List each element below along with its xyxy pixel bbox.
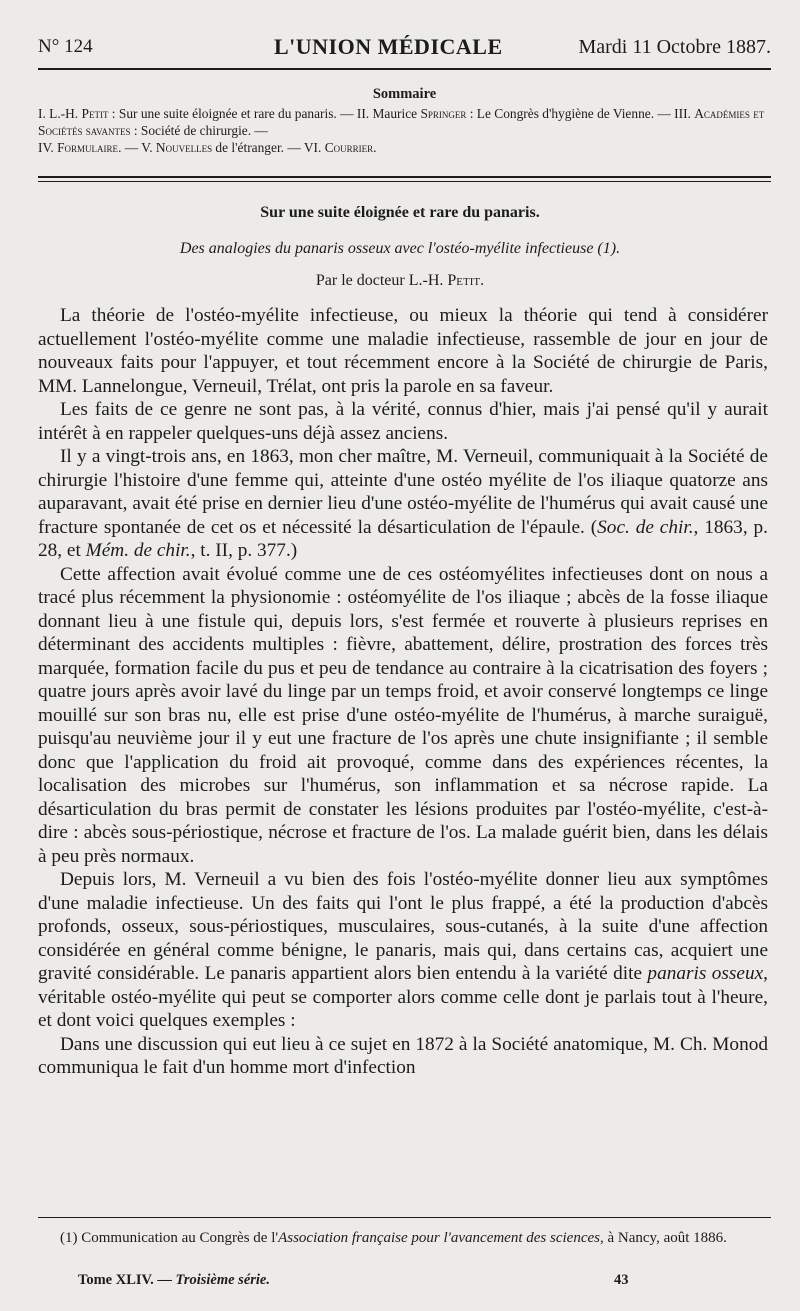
- toc-item: V. Nouvelles de l'étranger. —: [141, 140, 304, 155]
- toc-rule-thin: [38, 181, 771, 182]
- paragraph: Il y a vingt-trois ans, en 1863, mon cher maître, M. Verneuil, communiquait à la Société de chirurgie l'histoire d'une femme qui, atteinte d'une ostéo myélite de l'os iliaque quatorze ans auparavant, avait été prise en dernier lieu d'une ostéo-myélite de l'humérus qui avait causé une fracture spontanée de cet os et nécessité la désarticulation de l'épaule. (Soc. de chir., 1863, p. 28, et Mém. de chir., t. II, p. 377.): [38, 446, 768, 561]
- article-byline: Par le docteur L.-H. Petit.: [315, 272, 485, 289]
- toc-title: Sommaire: [372, 86, 437, 102]
- footnote: (1) Communication au Congrès de l'Association française pour l'avancement des sciences, à Nancy, août 1886.: [60, 1230, 727, 1246]
- paragraph: Les faits de ce genre ne sont pas, à la vérité, connus d'hier, mais j'ai pensé qu'il y aurait intérêt à en rappeler quelques-uns déjà assez anciens.: [38, 399, 768, 444]
- table-of-contents: [38, 86, 771, 156]
- issue-number: N° 124: [38, 36, 93, 57]
- toc-item: VI. Courrier.: [303, 140, 377, 155]
- volume-label: Tome XLIV. —: [78, 1272, 176, 1288]
- toc-item: II. Maurice Springer : Le Congrès d'hygiène de Vienne. —: [356, 106, 675, 121]
- toc-item: I. L.-H. Petit : Sur une suite éloignée et rare du panaris. —: [38, 106, 357, 121]
- toc-item: III. Académies et Sociétés savantes : Société de chirurgie. —: [38, 106, 765, 138]
- paragraph: La théorie de l'ostéo-myélite infectieuse, ou mieux la théorie qui tend à considérer actuellement l'ostéo-myélite comme une maladie infectieuse, rassemble de jour en jour de nouveaux faits pour l'appuyer, et tout récemment encore à la Société de chirurgie de Paris, MM. Lannelongue, Verneuil, Trélat, ont pris la parole en sa faveur.: [38, 305, 768, 397]
- author-name: Petit: [447, 272, 481, 289]
- page-footer: [78, 1272, 658, 1289]
- toc-rule-thick: [38, 176, 771, 178]
- header-rule: [38, 68, 771, 70]
- toc-item: IV. Formulaire. —: [38, 140, 142, 155]
- issue-date: Mardi 11 Octobre 1887.: [578, 36, 771, 58]
- page-header: [38, 36, 771, 64]
- article-subtitle: Des analogies du panaris osseux avec l'ostéo-myélite infectieuse (1).: [179, 240, 621, 257]
- paragraph: Dans une discussion qui eut lieu à ce sujet en 1872 à la Société anatomique, M. Ch. Monod communiqua le fait d'un homme mort d'infection: [38, 1033, 768, 1078]
- series-label: Troisième série.: [175, 1272, 270, 1288]
- article-title: Sur une suite éloignée et rare du panaris.: [260, 204, 540, 221]
- paragraph: Cette affection avait évolué comme une de ces ostéomyélites infectieuses dont on nous a tracé plus récemment la physionomie : ostéomyélite de l'os iliaque ; abcès de la fosse iliaque donnant lieu à une fistule qui, depuis lors, s'est fermée et rouverte à plusieurs reprises en déterminant des accidents multiples : fièvre, abattement, délire, prostration des forces très marquée, formation facile du pus et peu de tendance au contraire à la cicatrisation des foyers ; quatre jours après avoir lavé du linge par un temps froid, et avoir conservé longtemps ce linge mouillé sur son bras nu, elle est prise d'une ostéo-myélite de l'humérus, à marche suraiguë, puisqu'au neuvième jour il y eut une fracture de l'os après une chute insignifiante ; il semble donc que l'application du froid ait provoqué, comme dans des expériences récentes, la localisation des microbes sur l'humérus, son inflammation et sa nécrose rapide. La désarticulation du bras permit de constater les lésions produites par l'ostéo-myélite, c'est-à-dire : abcès sous-périostique, nécrose et fracture de l'os. La malade guérit bien, dans les délais à peu près normaux.: [38, 563, 768, 867]
- footnote-rule: [38, 1217, 771, 1218]
- article-body: [38, 304, 768, 1080]
- toc-entries: [38, 105, 771, 156]
- journal-title: L'UNION MÉDICALE: [274, 34, 503, 59]
- paragraph: Depuis lors, M. Verneuil a vu bien des fois l'ostéo-myélite donner lieu aux symptômes d'une maladie infectieuse. Un des faits qui l'ont le plus frappé, a été la production d'abcès profonds, osseux, sous-périostiques, musculaires, sous-cutanés, à la suite d'une affection considérée en général comme bénigne, le panaris, mais qui, dans certains cas, acquiert une gravité considérable. Le panaris appartient alors bien entendu à la variété dite panaris osseux, véritable ostéo-myélite qui peut se comporter alors comme celle dont je parlais tout à l'heure, et dont voici quelques exemples :: [38, 869, 768, 1031]
- page-number: 43: [614, 1272, 629, 1288]
